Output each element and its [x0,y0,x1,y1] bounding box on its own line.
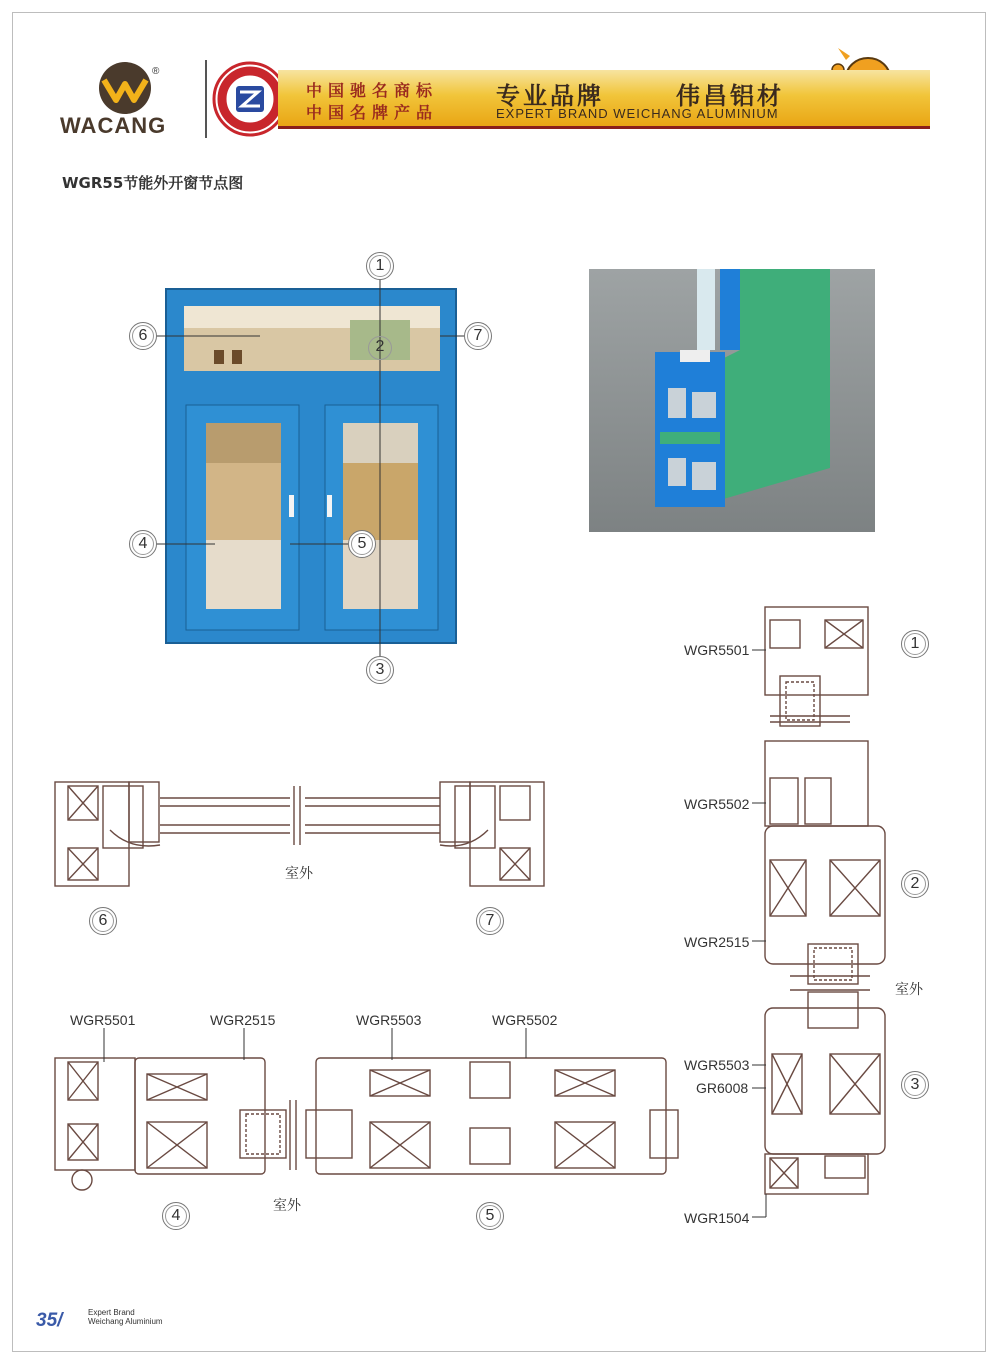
callout-5: 5 [348,530,376,558]
label-wgr2515-vertical: WGR2515 [684,934,750,950]
window-photo [166,289,456,643]
footer-line2: Weichang Aluminium [88,1317,163,1326]
outside-label-vertical: 室外 [895,982,923,998]
label-wgr5503-vertical: WGR5503 [684,1057,750,1073]
label-wgr1504-vertical: WGR1504 [684,1210,750,1226]
section-num-4: 4 [162,1202,190,1230]
callout-3: 3 [366,656,394,684]
label-wgr2515-bottom: WGR2515 [210,1012,276,1028]
section-num-2: 2 [901,870,929,898]
label-wgr5502-bottom: WGR5502 [492,1012,558,1028]
outside-label-bottom: 室外 [273,1198,301,1214]
label-wgr5503-bottom: WGR5503 [356,1012,422,1028]
slogan-line2: 中国名牌产品 [306,103,439,122]
header-divider [205,60,207,138]
section-4-5-drawing [55,1058,678,1190]
label-wgr5501-bottom: WGR5501 [70,1012,136,1028]
brand-cn-1: 专业品牌 [496,82,604,110]
section-num-1: 1 [901,630,929,658]
callout-6: 6 [129,322,157,350]
footer-page-number: 35/ [36,1310,63,1331]
outside-label-top: 室外 [285,866,313,882]
registered-mark: ® [152,66,160,77]
callout-2: 2 [366,334,394,362]
vertical-leader-lines [752,650,766,1217]
wacang-logo-text: WACANG [60,113,167,138]
section-num-6: 6 [89,907,117,935]
bottom-leader-lines [104,1028,526,1062]
label-gr6008-vertical: GR6008 [696,1080,749,1096]
label-wgr5501-vertical: WGR5501 [684,642,750,658]
footer-caption [88,1308,163,1326]
section-num-7: 7 [476,907,504,935]
brand-cn-2: 伟昌铝材 [676,82,784,110]
china-top-brand-badge-icon [214,63,286,135]
label-wgr5502-vertical: WGR5502 [684,796,750,812]
footer-line1: Expert Brand [88,1308,135,1317]
slogan-line1: 中国驰名商标 [306,81,439,100]
header-banner-stripe [278,126,930,129]
callout-1: 1 [366,252,394,280]
vertical-section-drawing [765,607,885,1194]
callout-4: 4 [129,530,157,558]
callout-7: 7 [464,322,492,350]
wacang-logo-icon [99,62,151,114]
section-num-5: 5 [476,1202,504,1230]
section-num-3: 3 [901,1071,929,1099]
page-title: WGR55节能外开窗节点图 [62,174,244,192]
brand-en: EXPERT BRAND WEICHANG ALUMINIUM [496,106,779,121]
profile-3d-image [589,269,875,532]
